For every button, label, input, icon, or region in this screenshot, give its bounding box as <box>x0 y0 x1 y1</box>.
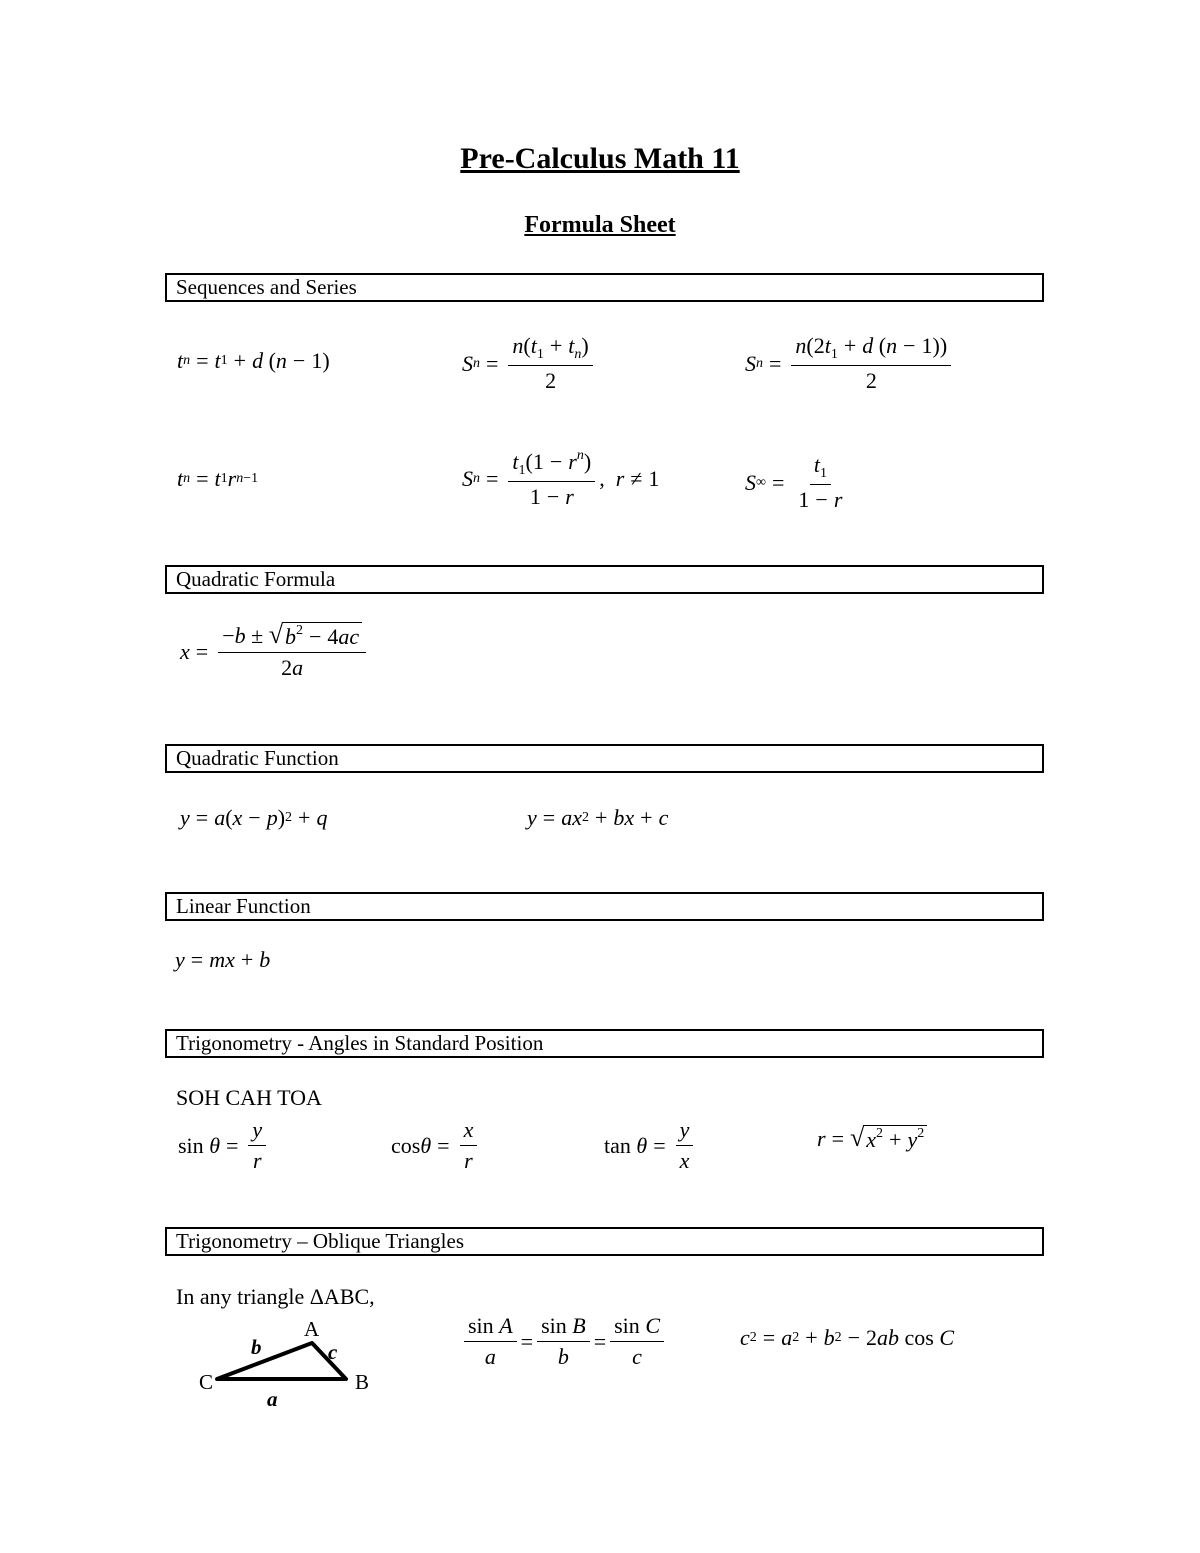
side-label-a: a <box>267 1387 278 1411</box>
section-header-trig-standard <box>165 1029 1044 1058</box>
section-header-trig-oblique <box>165 1227 1044 1256</box>
section-label-quadratic-function: Quadratic Function <box>176 746 339 770</box>
page-title: Pre-Calculus Math 11 <box>460 142 740 175</box>
cosine-law-formula: c 2 = a 2 + b 2 − 2 ab cos C <box>740 1325 955 1350</box>
soh-cah-toa-mnemonic: SOH CAH TOA <box>176 1085 322 1110</box>
arithmetic-sum-formula-2: S n = $\frac{n(2t_1 + d (n - 1))}{2}$ <box>745 333 955 394</box>
arithmetic-term-formula: t n = t 1 + d ( n − 1) <box>177 348 330 373</box>
vertex-label-c: C <box>199 1370 214 1394</box>
tangent-formula: tan θ = $\frac{y}{x}$ <box>604 1117 697 1174</box>
triangle-intro-text: In any triangle ΔABC, <box>176 1284 375 1309</box>
triangle-diagram <box>195 1315 385 1415</box>
vertex-form-formula: y = a ( x − p ) 2 + q <box>180 805 328 830</box>
section-label-trig-oblique: Trigonometry – Oblique Triangles <box>176 1229 464 1253</box>
section-header-sequences <box>165 273 1044 302</box>
triangle-shape <box>217 1343 346 1379</box>
section-header-quadratic-function <box>165 744 1044 773</box>
section-header-quadratic-formula <box>165 565 1044 594</box>
vertex-label-b: B <box>355 1370 370 1394</box>
cosine-formula: cos θ = $\frac{x}{r}$ <box>391 1117 481 1174</box>
section-label-linear-function: Linear Function <box>176 894 311 918</box>
vertex-label-a: A <box>304 1317 320 1341</box>
page-subtitle: Formula Sheet <box>524 212 676 238</box>
sine-formula: sin θ = $\frac{y}{r}$ <box>178 1117 270 1174</box>
geometric-term-formula: t n = t 1 r n −1 <box>177 466 259 491</box>
quadratic-formula: x = −b ± √ $b^2 - 4ac$ 2a <box>180 622 370 681</box>
sine-law-formula: $\frac{\text{sin A}}{a}$ = $\frac{\text{sin B}}{b}$ = $\frac{\text{sin C}}{c}$ <box>460 1313 668 1370</box>
section-label-sequences: Sequences and Series <box>176 275 357 299</box>
infinite-geometric-sum-formula: S ∞ = $\frac{t_1}{1 - r}$ <box>745 452 843 512</box>
section-header-linear-function <box>165 892 1044 921</box>
slope-intercept-formula: y = mx + b <box>175 947 271 972</box>
standard-form-formula: y = ax 2 + bx + c <box>527 805 669 830</box>
side-label-b: b <box>251 1335 262 1359</box>
side-label-c: c <box>328 1340 338 1364</box>
arithmetic-sum-formula-1: S n = $\frac{n(t_1 + t_n)}{2}$ <box>462 333 597 394</box>
section-label-quadratic-formula: Quadratic Formula <box>176 567 336 591</box>
section-label-trig-standard: Trigonometry - Angles in Standard Position <box>176 1031 544 1055</box>
geometric-sum-formula: S n = $\frac{t_1(1 - r^n)}{1 - r}$ , r ≠ 1 <box>462 448 660 509</box>
radius-formula: r = √ $x^2 + y^2$ <box>817 1125 927 1153</box>
